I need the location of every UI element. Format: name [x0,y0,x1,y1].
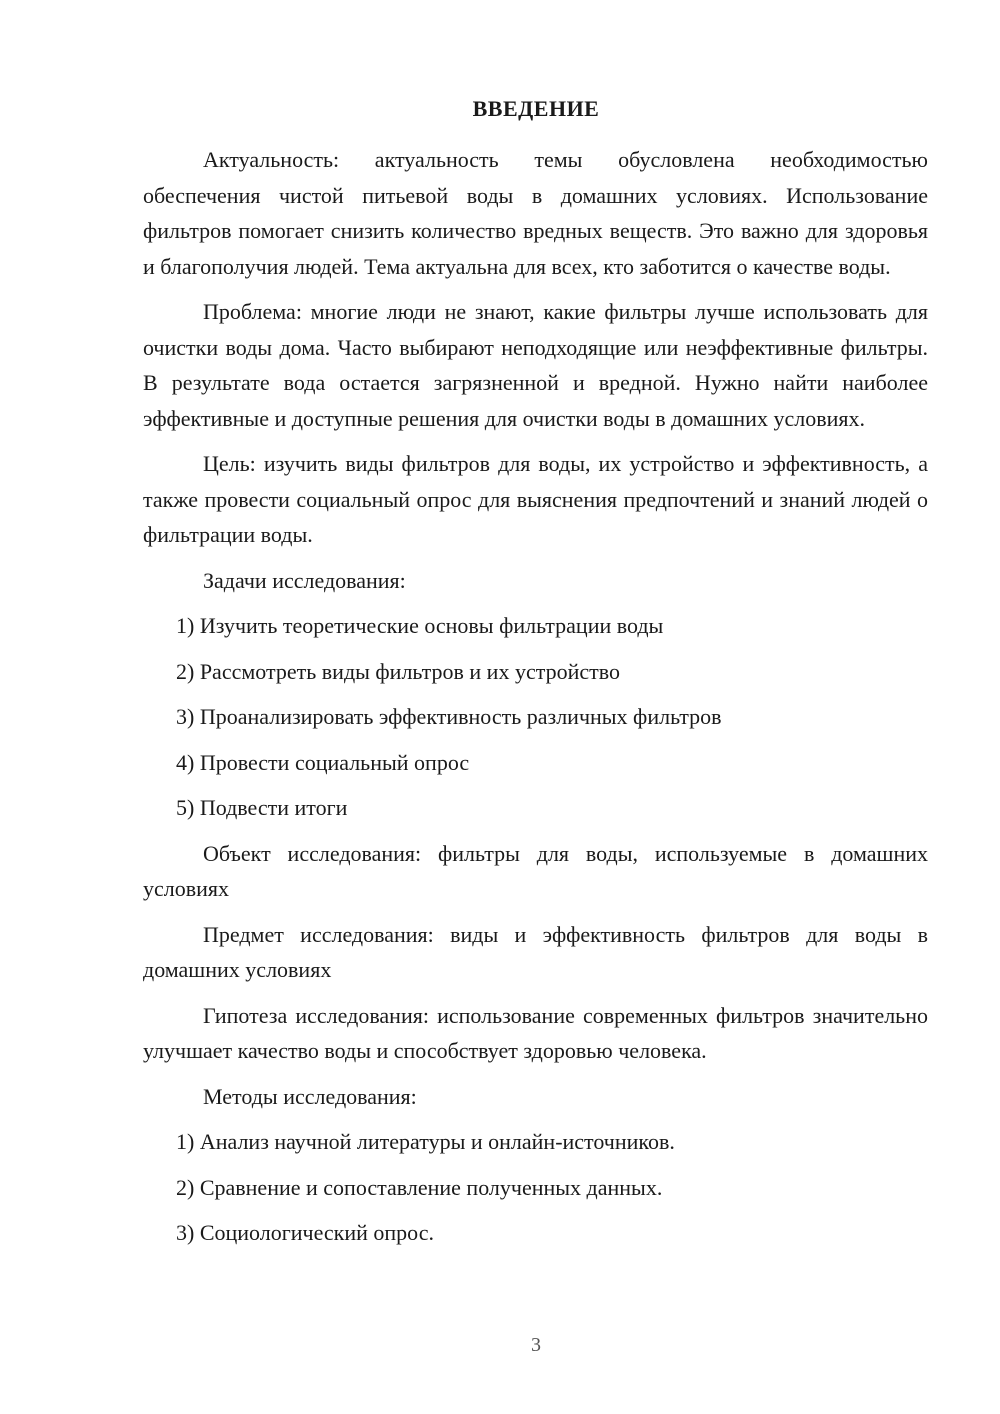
tasks-list [143,608,928,826]
task-item: 4) Провести социальный опрос [176,749,470,775]
task-item: 5) Подвести итоги [176,795,348,820]
page-number: 3 [531,1334,541,1356]
subject-paragraph: Предмет исследования: виды и эффективность фильтров для воды в домашних условиях [143,921,928,982]
methods-heading: Методы исследования: [203,1083,417,1109]
task-item: 3) Проанализировать эффективность различных фильтров [176,704,722,729]
goal-paragraph: Цель: изучить виды фильтров для воды, их устройство и эффективность, а также провести социальный опрос для выяснения предпочтений и знаний людей о фильтрации воды. [143,451,928,547]
hypothesis-paragraph: Гипотеза исследования: использование современных фильтров значительно улучшает качество воды и способствует здоровью человека. [143,1002,928,1063]
method-item: 2) Сравнение и сопоставление полученных данных. [176,1174,663,1200]
method-item: 1) Анализ научной литературы и онлайн-источников. [176,1129,675,1154]
tasks-heading: Задачи исследования: [203,567,406,593]
task-item: 2) Рассмотреть виды фильтров и их устройство [176,658,620,684]
document-body [143,142,928,1261]
page-title: ВВЕДЕНИЕ [472,96,600,121]
task-item: 1) Изучить теоретические основы фильтрации воды [176,613,664,638]
problem-paragraph: Проблема: многие люди не знают, какие фильтры лучше использовать для очистки воды дома. Часто выбирают неподходящие или неэффективные фильтры. В результате вода остается загрязненной и вредной. Нужно найти наиболее эффективные и доступные решения для очистки воды в домашних условиях. [143,299,928,431]
object-paragraph: Объект исследования: фильтры для воды, используемые в домашних условиях [143,840,928,901]
methods-list [143,1124,928,1251]
relevance-paragraph: Актуальность: актуальность темы обусловлена необходимостью обеспечения чистой питьевой воды в домашних условиях. Использование фильтров помогает снизить количество вредных веществ. Это важно для здоровья и благополучия людей. Тема актуальна для всех, кто заботится о качестве воды. [143,147,928,279]
method-item: 3) Социологический опрос. [176,1220,434,1245]
